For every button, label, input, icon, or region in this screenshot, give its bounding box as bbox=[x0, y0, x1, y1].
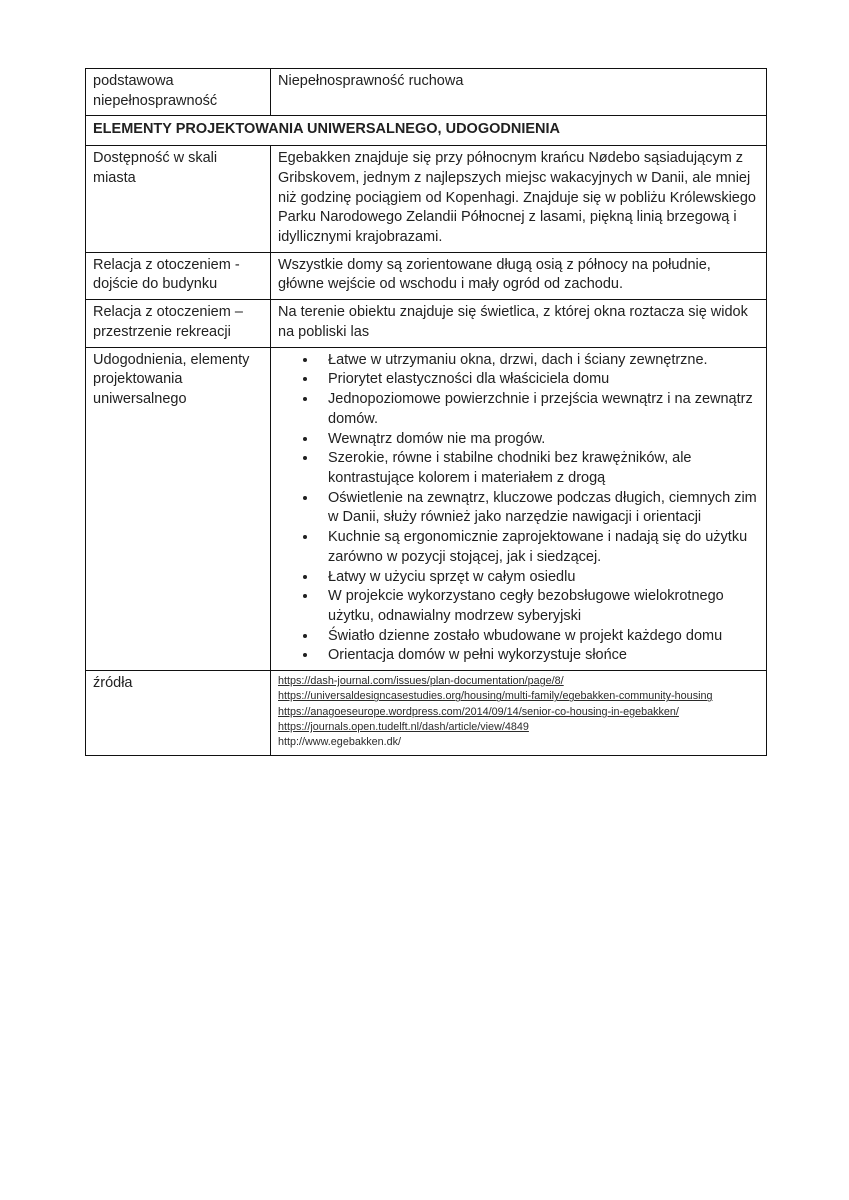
source-link[interactable]: http://www.egebakken.dk/ bbox=[278, 736, 402, 749]
bullet-item: • Kuchnie są ergonomicznie zaprojektowane i nadają się do użytku zarówno w pozycji stojącej, jak i siedzącej. bbox=[318, 528, 758, 567]
row-label-sources: źródła bbox=[86, 671, 271, 756]
bullet-item: • Łatwe w utrzymaniu okna, drzwi, dach i ściany zewnętrzne. bbox=[318, 351, 758, 371]
row-value-features bbox=[271, 347, 767, 671]
row-label-city-accessibility: Dostępność w skali miasta bbox=[86, 146, 271, 253]
source-link[interactable]: https://journals.open.tudelft.nl/dash/article/view/4849 bbox=[278, 721, 529, 734]
table-row bbox=[86, 347, 767, 671]
table-row bbox=[86, 300, 767, 347]
bullet-item: • Szerokie, równe i stabilne chodniki bez krawężników, ale kontrastujące kolorem i materiałem z drogą bbox=[318, 449, 758, 488]
bullet-item: • Wewnątrz domów nie ma progów. bbox=[318, 430, 758, 450]
feature-bullet-list bbox=[278, 351, 758, 667]
source-link[interactable]: https://dash-journal.com/issues/plan-documentation/page/8/ bbox=[278, 675, 564, 688]
bullet-item: • W projekcie wykorzystano cegły bezobsługowe wielokrotnego użytku, odnawialny modrzew syberyjski bbox=[318, 587, 758, 626]
bullet-item: • Oświetlenie na zewnątrz, kluczowe podczas długich, ciemnych zim w Danii, służy również jako narzędzie nawigacji i orientacji bbox=[318, 489, 758, 528]
table-row bbox=[86, 146, 767, 253]
row-value-surroundings-access: Wszystkie domy są zorientowane długą osią z północy na południe, główne wejście od wschodu i mały ogród od zachodu. bbox=[271, 252, 767, 299]
bullet-item: • Światło dzienne zostało wbudowane w projekt każdego domu bbox=[318, 627, 758, 647]
source-link[interactable]: https://universaldesigncasestudies.org/housing/multi-family/egebakken-community-housing bbox=[278, 690, 713, 703]
universal-design-table bbox=[85, 68, 767, 756]
table-row bbox=[86, 252, 767, 299]
row-value-sources bbox=[271, 671, 767, 756]
bullet-item: • Łatwy w użyciu sprzęt w całym osiedlu bbox=[318, 568, 758, 588]
table-row bbox=[86, 69, 767, 116]
row-label-basic-disability: podstawowa niepełnosprawność bbox=[86, 69, 271, 116]
table-row bbox=[86, 116, 767, 146]
bullet-item: • Orientacja domów w pełni wykorzystuje słońce bbox=[318, 646, 758, 666]
row-label-features: Udogodnienia, elementy projektowania uniwersalnego bbox=[86, 347, 271, 671]
bullet-item: • Priorytet elastyczności dla właściciela domu bbox=[318, 370, 758, 390]
row-value-city-accessibility: Egebakken znajduje się przy północnym krańcu Nødebo sąsiadującym z Gribskovem, jednym z najlepszych miejsc wakacyjnych w Danii, ale mniej niż godzinę pociągiem od Kopenhagi. Znajduje się w pobliżu Królewskiego Parku Narodowego Zelandii Północnej z lasami, piękną linią brzegową i idyllicznymi krajobrazami. bbox=[271, 146, 767, 253]
bullet-item: • Jednopoziomowe powierzchnie i przejścia wewnątrz i na zewnątrz domów. bbox=[318, 390, 758, 429]
table-row bbox=[86, 671, 767, 756]
row-label-surroundings-recreation: Relacja z otoczeniem – przestrzenie rekreacji bbox=[86, 300, 271, 347]
section-header: ELEMENTY PROJEKTOWANIA UNIWERSALNEGO, UDOGODNIENIA bbox=[86, 116, 767, 146]
row-value-basic-disability: Niepełnosprawność ruchowa bbox=[271, 69, 767, 116]
row-label-surroundings-access: Relacja z otoczeniem - dojście do budynku bbox=[86, 252, 271, 299]
source-link[interactable]: https://anagoeseurope.wordpress.com/2014/09/14/senior-co-housing-in-egebakken/ bbox=[278, 705, 679, 718]
row-value-surroundings-recreation: Na terenie obiektu znajduje się świetlica, z której okna roztacza się widok na pobliski las bbox=[271, 300, 767, 347]
